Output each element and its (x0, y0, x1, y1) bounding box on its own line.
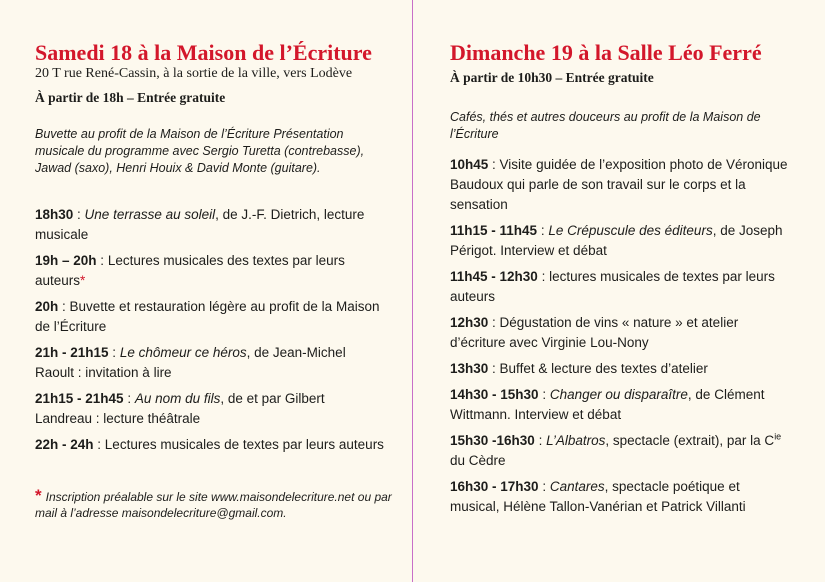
event-description: Lectures musicales des textes par leurs auteurs (35, 253, 345, 288)
event-separator: : (488, 157, 500, 172)
program-item (450, 313, 790, 353)
event-separator: : (537, 269, 550, 284)
saturday-access: À partir de 18h – Entrée gratuite (35, 90, 226, 105)
footnote-text: Inscription préalable sur le site www.maisondelecriture.net ou par mail à l’adresse maisondelecriture@gmail.com. (35, 490, 392, 520)
event-time: 11h15 - 11h45 (450, 223, 538, 238)
event-separator: : (58, 299, 70, 314)
event-description: , de J.-F. Dietrich, lecture musicale (35, 207, 365, 242)
event-time: 15h30 -16h30 (450, 433, 535, 448)
event-asterisk: * (80, 273, 86, 288)
sunday-program (450, 155, 790, 523)
sunday-intro: Cafés, thés et autres douceurs au profit de la Maison de l’Écriture (450, 110, 761, 141)
event-separator: : (538, 479, 550, 494)
saturday-intro: Buvette au profit de la Maison de l’Écriture Présentation musicale du programme avec Sergio Turetta (contrebasse), Jawad (saxo), Henri Houix & David Monte (guitare). (35, 127, 365, 175)
event-work-title: Une terrasse au soleil (84, 207, 216, 222)
event-separator: : (108, 345, 120, 360)
event-separator: : (488, 361, 500, 376)
event-separator: : (538, 387, 550, 402)
event-work-title: Le Crépuscule des éditeurs (548, 223, 713, 238)
event-description: Lectures musicales de textes par leurs auteurs (104, 437, 384, 452)
event-description: Dégustation de vins « nature » et atelier d’écriture avec Virginie Lou-Nony (450, 315, 739, 350)
program-item (35, 297, 385, 337)
event-work-title: Changer ou disparaître (549, 387, 688, 402)
event-description: , de Jean-Michel Raoult : invitation à lire (35, 345, 346, 380)
program-item (35, 251, 385, 291)
event-time: 22h - 24h (35, 437, 94, 452)
event-description: , spectacle (extrait), par la C (605, 433, 775, 448)
event-work-title: Le chômeur ce héros (119, 345, 247, 360)
saturday-footnote (35, 488, 395, 521)
event-separator: : (488, 315, 500, 330)
event-description: lectures musicales de textes par leurs auteurs (450, 269, 775, 304)
event-work-title: L’Albatros (546, 433, 606, 448)
event-description: , de Clément Wittmann. Interview et débat (450, 387, 765, 422)
event-time: 18h30 (35, 207, 74, 222)
saturday-address: 20 T rue René-Cassin, à la sortie de la ville, vers Lodève (35, 66, 353, 81)
program-item (450, 385, 790, 425)
event-separator: : (537, 223, 549, 238)
event-time: 21h - 21h15 (35, 345, 109, 360)
event-description: Buffet & lecture des textes d’atelier (499, 361, 708, 376)
event-separator: : (73, 207, 85, 222)
event-description-end: du Cèdre (450, 453, 506, 468)
event-time: 14h30 - 15h30 (450, 387, 539, 402)
event-time: 19h – 20h (35, 253, 97, 268)
event-time: 11h45 - 12h30 (450, 269, 538, 284)
event-time: 16h30 - 17h30 (450, 479, 539, 494)
event-work-title: Au nom du fils (134, 391, 221, 406)
event-superscript: ie (774, 431, 782, 442)
program-item (35, 435, 385, 455)
event-time: 20h (35, 299, 59, 314)
event-description: , de et par Gilbert Landreau : lecture théâtrale (35, 391, 325, 426)
event-time: 21h15 - 21h45 (35, 391, 124, 406)
event-description: , de Joseph Périgot. Interview et débat (450, 223, 783, 258)
event-description: , spectacle poétique et musical, Hélène Tallon-Vanérian et Patrick Villanti (450, 479, 746, 514)
program-item (450, 221, 790, 261)
event-separator: : (93, 437, 105, 452)
sunday-access: À partir de 10h30 – Entrée gratuite (450, 70, 654, 85)
event-separator: : (96, 253, 108, 268)
program-item (35, 205, 385, 245)
program-item (450, 267, 790, 307)
event-time: 12h30 (450, 315, 489, 330)
event-time: 13h30 (450, 361, 489, 376)
program-item (450, 155, 790, 215)
event-work-title: Cantares (549, 479, 605, 494)
program-item (450, 477, 790, 517)
column-divider (412, 0, 413, 582)
event-separator: : (123, 391, 135, 406)
program-item (35, 389, 385, 429)
event-time: 10h45 (450, 157, 489, 172)
saturday-program (35, 205, 385, 461)
event-description: Visite guidée de l’exposition photo de Véronique Baudoux qui parle de son travail sur le corps et la sensation (450, 157, 788, 212)
sunday-title: Dimanche 19 à la Salle Léo Ferré (450, 40, 762, 65)
event-description: Buvette et restauration légère au profit de la Maison de l’Écriture (35, 299, 380, 334)
program-item (450, 431, 790, 471)
saturday-title: Samedi 18 à la Maison de l’Écriture (35, 40, 372, 65)
event-separator: : (534, 433, 547, 448)
program-item (35, 343, 385, 383)
program-item (450, 359, 790, 379)
footnote-asterisk: * (35, 486, 42, 505)
